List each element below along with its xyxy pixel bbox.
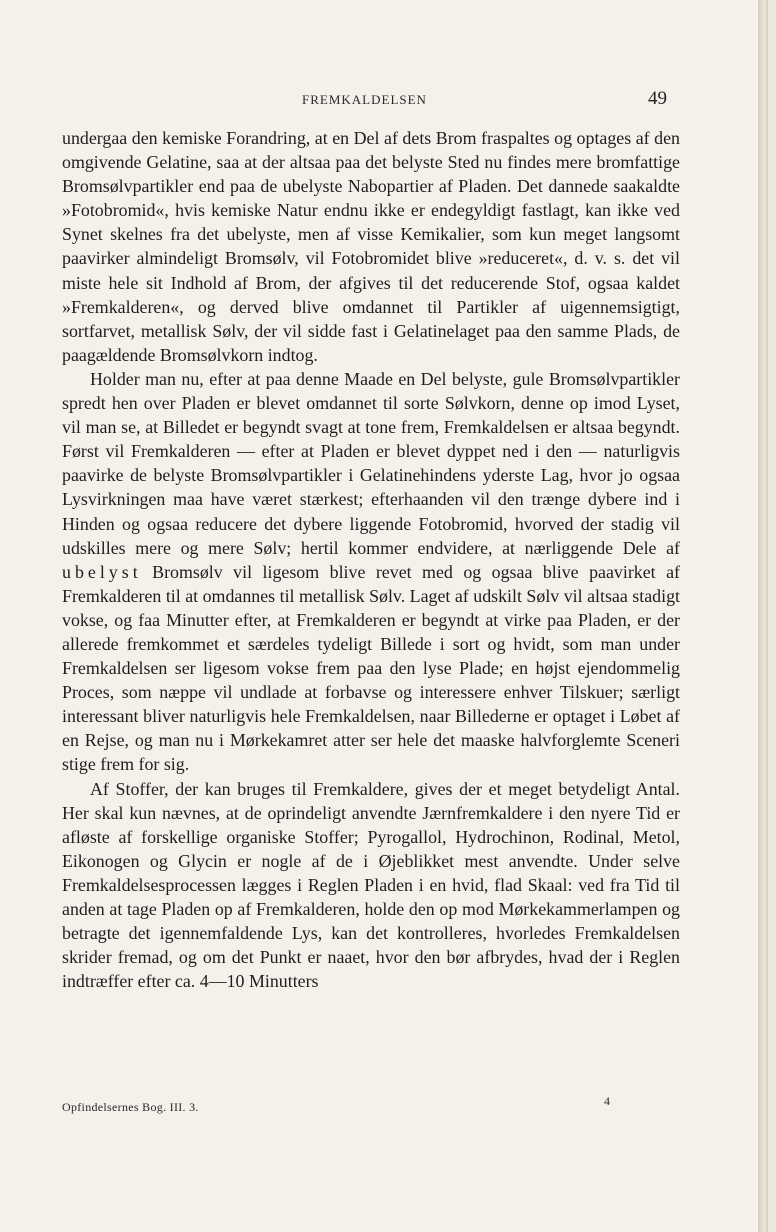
footer-signature: Opfindelsernes Bog. III. 3. <box>62 1100 199 1114</box>
scan-edge <box>758 0 766 1232</box>
paragraph-2-text-start: Holder man nu, efter at paa denne Maade en Del belyste, gule Bromsølvpartikler spredt hen over Pladen er blevet omdannet til sorte Sølvkorn, denne op imod Lyset, vil man se, at Billedet er begyndt svagt at tone frem, Fremkaldelsen er altsaa begyndt. Først vil Fremkalderen — efter at Pladen er blevet dyppet ned i den — naturligvis paavirke de belyste Bromsølvpartikler i Gelatinehindens yderste Lag, hvor jo ogsaa Lysvirkningen maa have været stærkest; efterhaanden vil den trænge dybere ind i Hinden og ogsaa reducere det dybere liggende Fotobromid, hvorved der stadig vil udskilles mere og mere Sølv; hertil kommer endvidere, at nærliggende Dele af <box>62 368 680 558</box>
paragraph-1-text: undergaa den kemiske Forandring, at en Del af dets Brom fraspaltes og optages af den omgivende Gelatine, saa at der altsaa paa det belyste Sted nu findes mere bromfattige Bromsølvpartikler end paa de ubelyste Nabopartier af Pladen. Det dannede saakaldte »Fotobromid«, hvis kemiske Natur endnu ikke er endegyldigt fastlagt, kan ikke ved Synet skelnes fra det ubelyste, men af visse Kemikalier, som kun meget langsomt paavirker almindeligt Bromsølv, vil Fotobromidet blive »reduceret«, d. v. s. det vil miste hele sit Indhold af Brom, der afgives til det reducerende Stof, ogsaa kaldet »Fremkalderen«, og derved blive omdannet til Partikler af uigennemsigtigt, sortfarvet, metallisk Sølv, der vil sidde fast i Gelatinelaget paa den samme Plads, de paagældende Bromsølvkorn indtog. <box>62 128 680 365</box>
running-head <box>62 88 682 112</box>
body-text <box>62 126 680 993</box>
paragraph-1 <box>62 126 680 367</box>
paragraph-2 <box>62 367 680 777</box>
emphasized-word: ubelyst <box>62 561 142 582</box>
running-title: FREMKALDELSEN <box>302 92 427 107</box>
page-number: 49 <box>648 88 667 109</box>
paragraph-3-text: Af Stoffer, der kan bruges til Fremkaldere, gives der et meget betydeligt Antal. Her skal kun nævnes, at de oprindeligt anvendte Jærnfremkaldere i den nyere Tid er afløste af forskellige organiske Stoffer; Pyrogallol, Hydrochinon, Rodinal, Metol, Eikonogen og Glycin er nogle af de i Øjeblikket mest anvendte. Under selve Fremkaldelsesprocessen lægges i Reglen Pladen i en hvid, flad Skaal: ved fra Tid til anden at tage Pladen op af Fremkalderen, holde den op mod Mørkekammerlampen og betragte det igennemfaldende Lys, kan det kontrolleres, hvorledes Fremkaldelsen skrider fremad, og om det Punkt er naaet, hvor den bør afbrydes, hvad der i Reglen indtræffer efter ca. 4—10 Minutters <box>62 778 680 992</box>
paragraph-3 <box>62 777 680 994</box>
paragraph-2-text-end: Bromsølv vil ligesom blive revet med og ogsaa blive paavirket af Fremkalderen til at omdannes til metallisk Sølv. Laget af udskilt Sølv vil altsaa stadigt vokse, og faa Minutter efter, at Fremkalderen er begyndt at virke paa Pladen, er der allerede fremkommet et særdeles tydeligt Billede i sort og hvidt, som man under Fremkaldelsen ser ligesom vokse frem paa den lyse Plade; en højst ejendommelig Proces, som næppe vil undlade at forbavse og interessere enhver Tilskuer; særligt interessant bliver naturligvis hele Fremkaldelsen, naar Billederne er optaget i Løbet af en Rejse, og man nu i Mørkekamret atter ser hele det maaske halvforglemte Sceneri stige frem for sig. <box>62 561 680 775</box>
footer-signature-number: 4 <box>604 1094 610 1108</box>
